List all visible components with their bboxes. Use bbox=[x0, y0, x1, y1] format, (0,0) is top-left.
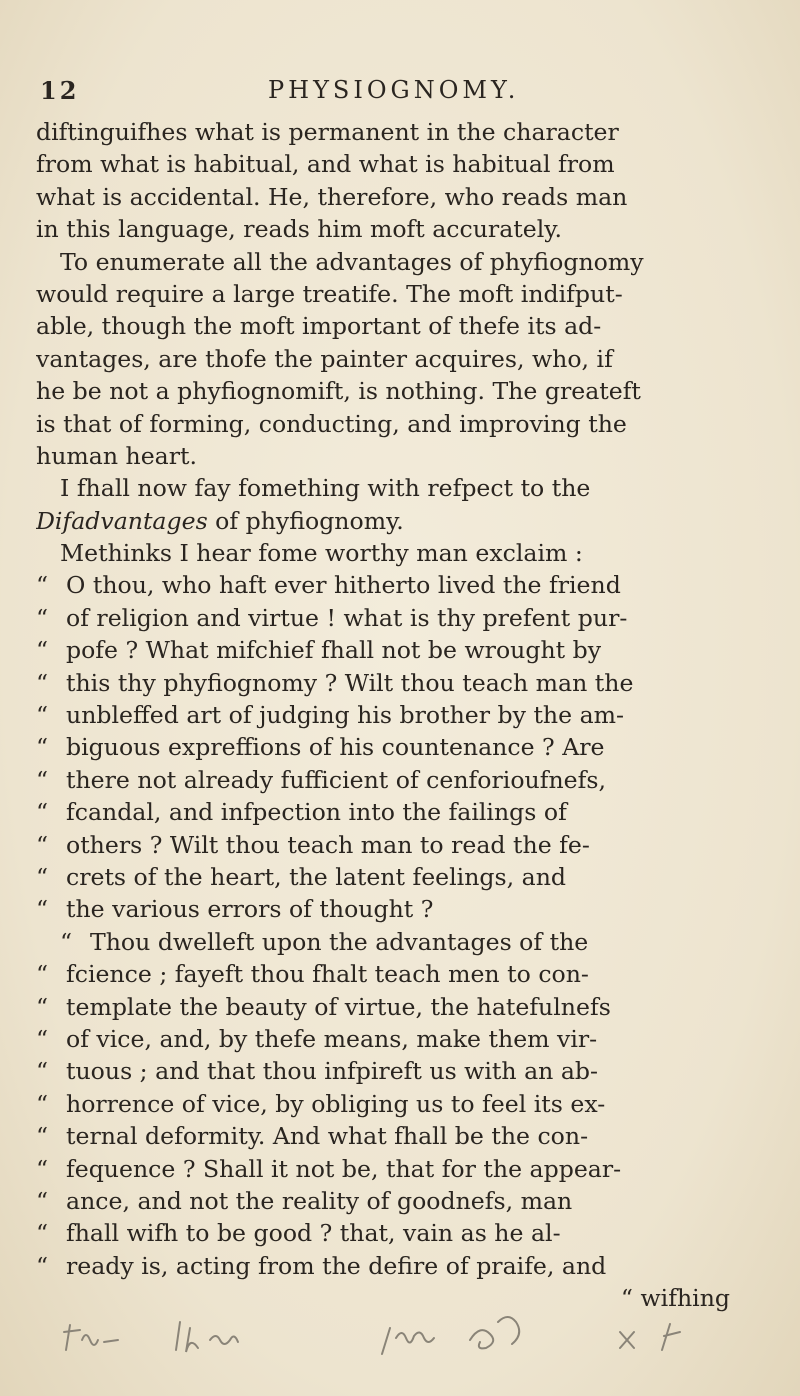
line-text: O thou, who haft ever hitherto lived the friend bbox=[66, 571, 621, 600]
quotation-mark: “ bbox=[36, 1251, 49, 1280]
text-line bbox=[36, 375, 748, 407]
text-line bbox=[36, 537, 748, 569]
text-line bbox=[36, 343, 748, 375]
line-text: I fhall now fay fomething with refpect to the bbox=[60, 474, 591, 503]
quotation-mark: “ bbox=[36, 960, 49, 989]
text-line bbox=[36, 699, 748, 731]
page-header bbox=[40, 76, 740, 106]
quotation-mark: “ bbox=[36, 1057, 49, 1086]
line-text: crets of the heart, the latent feelings, and bbox=[66, 862, 566, 891]
text-line bbox=[36, 991, 748, 1023]
text-line bbox=[36, 505, 748, 537]
line-text: unbleffed art of judging his brother by the am- bbox=[66, 701, 624, 730]
text-line bbox=[36, 1055, 748, 1087]
quotation-mark: “ bbox=[36, 765, 49, 794]
quotation-mark: “ bbox=[36, 798, 49, 827]
running-head: PHYSIOGNOMY. bbox=[268, 76, 520, 104]
line-text: the various errors of thought ? bbox=[66, 895, 434, 924]
text-line bbox=[36, 602, 748, 634]
quotation-mark: “ bbox=[36, 1024, 49, 1053]
quotation-mark: “ bbox=[36, 895, 49, 924]
line-text: able, though the moft important of thefe its ad- bbox=[36, 312, 602, 341]
text-line bbox=[36, 1185, 748, 1217]
line-text: horrence of vice, by obliging us to feel its ex- bbox=[66, 1089, 606, 1118]
line-text: of religion and virtue ! what is thy prefent pur- bbox=[66, 603, 628, 632]
line-text: he be not a phyfiognomift, is nothing. The greateft bbox=[36, 377, 641, 406]
quotation-mark: “ bbox=[36, 571, 49, 600]
line-text: human heart. bbox=[36, 441, 198, 470]
text-line bbox=[36, 926, 748, 958]
quotation-mark: “ bbox=[36, 636, 49, 665]
text-line bbox=[36, 1120, 748, 1152]
line-text: biguous expreffions of his countenance ? Are bbox=[66, 733, 605, 762]
quotation-mark: “ bbox=[36, 1186, 49, 1215]
text-line bbox=[36, 278, 748, 310]
text-line bbox=[36, 1217, 748, 1249]
quotation-mark: “ bbox=[36, 1154, 49, 1183]
line-text: what is accidental. He, therefore, who reads man bbox=[36, 182, 628, 211]
text-line bbox=[36, 1023, 748, 1055]
pencil-annotation-icon bbox=[60, 1310, 760, 1360]
text-line bbox=[36, 764, 748, 796]
line-text: others ? Wilt thou teach man to read the fe- bbox=[66, 830, 590, 859]
line-text: diftinguifhes what is permanent in the character bbox=[36, 118, 619, 146]
text-line bbox=[36, 1088, 748, 1120]
quotation-mark: “ bbox=[60, 927, 73, 956]
line-text: Methinks I hear fome worthy man exclaim : bbox=[60, 539, 583, 568]
text-line bbox=[36, 213, 748, 245]
line-text: would require a large treatife. The moft indifput- bbox=[36, 279, 623, 308]
line-text: Thou dwelleft upon the advantages of the bbox=[90, 927, 589, 956]
line-text: is that of forming, conducting, and improving the bbox=[36, 409, 627, 438]
line-text: of vice, and, by thefe means, make them vir- bbox=[66, 1024, 598, 1053]
text-line bbox=[36, 181, 748, 213]
line-text: tuous ; and that thou infpireft us with an ab- bbox=[66, 1057, 598, 1086]
quotation-mark: “ bbox=[36, 992, 49, 1021]
quotation-mark: “ bbox=[36, 1089, 49, 1118]
text-line bbox=[36, 569, 748, 601]
line-text: fhall wifh to be good ? that, vain as he al- bbox=[66, 1219, 561, 1248]
quotation-mark: “ bbox=[36, 733, 49, 762]
text-line bbox=[36, 829, 748, 861]
text-line bbox=[36, 472, 748, 504]
text-line bbox=[36, 796, 748, 828]
body-text bbox=[36, 116, 748, 1314]
line-text: template the beauty of virtue, the hatefulnefs bbox=[66, 992, 611, 1021]
line-text: from what is habitual, and what is habitual from bbox=[36, 150, 615, 179]
quotation-mark: “ bbox=[36, 1219, 49, 1248]
line-text: vantages, are thofe the painter acquires, who, if bbox=[36, 344, 613, 373]
line-text: this thy phyfiognomy ? Wilt thou teach man the bbox=[66, 668, 634, 697]
quotation-mark: “ bbox=[36, 830, 49, 859]
page-number: 12 bbox=[40, 76, 80, 105]
line-text: fcandal, and infpection into the failings of bbox=[66, 798, 567, 827]
catchword: “ wifhing bbox=[620, 1284, 730, 1313]
line-text: ready is, acting from the defire of praife, and bbox=[66, 1251, 607, 1280]
line-text: fcience ; fayeft thou fhalt teach men to con- bbox=[66, 960, 589, 989]
quotation-mark: “ bbox=[36, 862, 49, 891]
quotation-mark: “ bbox=[36, 1122, 49, 1151]
line-text: pofe ? What mifchief fhall not be wrought by bbox=[66, 636, 602, 665]
line-text: ternal deformity. And what fhall be the con- bbox=[66, 1122, 589, 1151]
line-text: in this language, reads him moft accurately. bbox=[36, 215, 562, 244]
text-line bbox=[36, 246, 748, 278]
text-line bbox=[36, 634, 748, 666]
text-line bbox=[36, 667, 748, 699]
line-text: there not already fufficient of cenforioufnefs, bbox=[66, 765, 606, 794]
text-line bbox=[36, 893, 748, 925]
text-line bbox=[36, 408, 748, 440]
text-line bbox=[36, 861, 748, 893]
quotation-mark: “ bbox=[36, 701, 49, 730]
line-text: fequence ? Shall it not be, that for the appear- bbox=[66, 1154, 622, 1183]
line-text: ance, and not the reality of goodnefs, man bbox=[66, 1186, 573, 1215]
text-line bbox=[36, 1250, 748, 1282]
text-line bbox=[36, 958, 748, 990]
text-line bbox=[36, 116, 748, 148]
text-line bbox=[36, 731, 748, 763]
line-text: Difadvantages of phyfiognomy. bbox=[36, 506, 404, 535]
quotation-mark: “ bbox=[36, 603, 49, 632]
text-line bbox=[36, 310, 748, 342]
line-text: To enumerate all the advantages of phyfiognomy bbox=[60, 247, 644, 276]
text-line bbox=[36, 148, 748, 180]
quotation-mark: “ bbox=[36, 668, 49, 697]
text-line bbox=[36, 1153, 748, 1185]
text-line bbox=[36, 440, 748, 472]
